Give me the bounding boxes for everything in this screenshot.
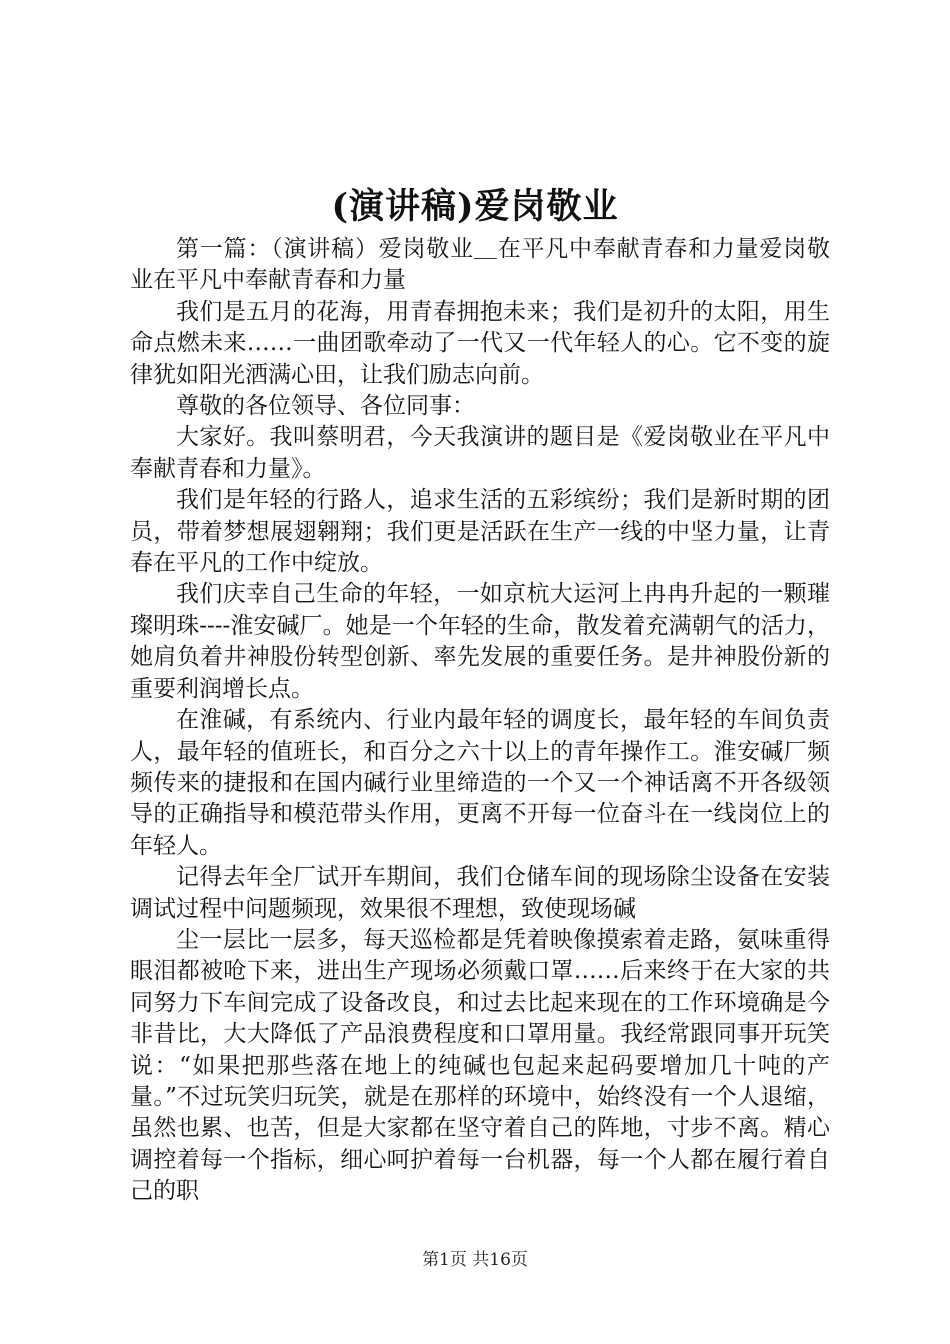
paragraph: 尊敬的各位领导、各位同事： — [176, 393, 475, 420]
document-title: (演讲稿)爱岗敬业 — [331, 186, 619, 227]
paragraph: 尘一层比一层多，每天巡检都是凭着映像摸索着走路，氨味重得眼泪都被呛下来，进出生产现场必须戴口罩……后来终于在大家的共同努力下车间完成了设备改良，和过去比起来现在的工作环境确是今非昔比，大大降低了产品浪费程度和口罩用量。我经常跟同事开玩笑说：“如果把那些落在地上的纯碱也包起来起码要增加几十吨的产量。”不过玩笑归玩笑，就是在那样的环境中，始终没有一个人退缩，虽然也累、也苦，但是大家都在坚守着自己的阵地，寸步不离。精心调控着每一个指标，细心呵护着每一台机器，每一个人都在履行着自己的职 — [130, 926, 830, 1205]
paragraph: 我们庆幸自己生命的年轻，一如京杭大运河上冉冉升起的一颗璀璨明珠----淮安碱厂。她是一个年轻的生命，散发着充满朝气的活力，她肩负着井神股份转型创新、率先发展的重要任务。是井神股份新的重要利润增长点。 — [130, 581, 830, 702]
page-number-footer: 第1页 共16页 — [422, 1250, 528, 1270]
document-body — [130, 234, 830, 1208]
paragraph: 我们是五月的花海，用青春拥抱未来；我们是初升的太阳，用生命点燃未来……一曲团歌牵动了一代又一代年轻人的心。它不变的旋律犹如阳光洒满心田，让我们励志向前。 — [130, 298, 830, 388]
paragraph: 第一篇：（演讲稿）爱岗敬业＿在平凡中奉献青春和力量爱岗敬业在平凡中奉献青春和力量 — [130, 236, 830, 294]
paragraph: 大家好。我叫蔡明君，今天我演讲的题目是《爱岗敬业在平凡中奉献青春和力量》。 — [130, 424, 830, 482]
paragraph: 我们是年轻的行路人，追求生活的五彩缤纷；我们是新时期的团员，带着梦想展翅翱翔；我们更是活跃在生产一线的中坚力量，让青春在平凡的工作中绽放。 — [130, 487, 830, 577]
paragraph: 记得去年全厂试开车期间，我们仓储车间的现场除尘设备在安装调试过程中问题频现，效果很不理想，致使现场碱 — [130, 864, 830, 922]
paragraph: 在淮碱，有系统内、行业内最年轻的调度长，最年轻的车间负责人，最年轻的值班长，和百分之六十以上的青年操作工。淮安碱厂频频传来的捷报和在国内碱行业里缔造的一个又一个神话离不开各级领导的正确指导和模范带头作用，更离不开每一位奋斗在一线岗位上的年轻人。 — [130, 707, 830, 859]
